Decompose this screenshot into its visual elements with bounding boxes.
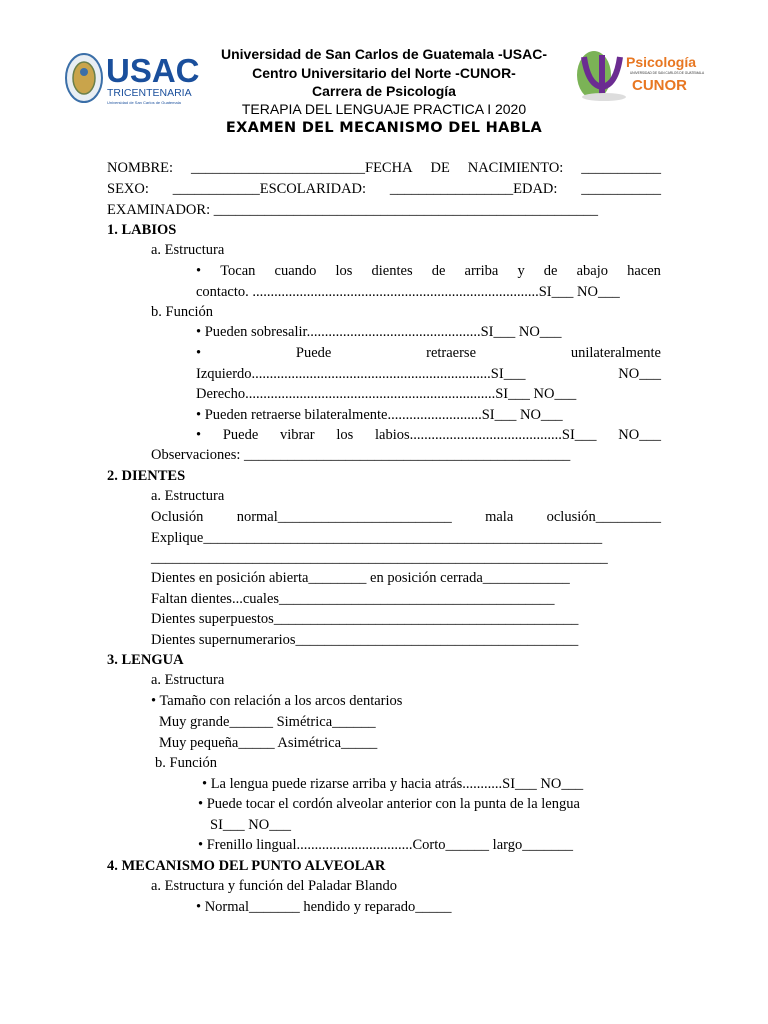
word: Oclusión xyxy=(151,509,204,525)
labios-vibrar[interactable] xyxy=(196,425,661,445)
dientes-explique[interactable]: Explique_______________________________________________________ xyxy=(151,530,603,546)
word: cuando xyxy=(274,263,317,279)
header-course: TERAPIA DEL LENGUAJE PRACTICA I 2020 xyxy=(241,101,527,117)
psi-cunor-text: CUNOR xyxy=(632,77,687,94)
word: de xyxy=(431,263,446,279)
labios-retraerse-unilateral xyxy=(196,343,661,363)
word: dientes xyxy=(371,263,413,279)
labios-contacto-answer[interactable]: contacto. ...............................................................................SI___ NO___ xyxy=(196,284,620,300)
psicologia-cunor-logo xyxy=(574,45,705,105)
lengua-rizarse[interactable]: • La lengua puede rizarse arriba y hacia atrás...........SI___ NO___ xyxy=(202,776,584,792)
dientes-superpuestos[interactable]: Dientes superpuestos__________________________________________ xyxy=(151,611,579,627)
labios-observaciones[interactable]: Observaciones: _____________________________________________ xyxy=(151,447,571,463)
lengua-grande-simetrica[interactable]: Muy grande______ Simétrica______ xyxy=(159,714,376,730)
labios-sobresalir[interactable]: • Pueden sobresalir................................................SI___ NO___ xyxy=(196,324,562,340)
vibrar-si[interactable]: labios..........................................SI___ xyxy=(375,427,597,443)
word: los xyxy=(336,427,354,443)
sexo-label: SEXO: xyxy=(107,181,149,197)
labios-derecho[interactable]: Derecho.....................................................................SI___ NO___ xyxy=(196,386,577,402)
usac-tricentenaria-text: TRICENTENARIA xyxy=(107,87,192,99)
usac-small-text: Universidad de San Carlos de Guatemala xyxy=(107,100,181,105)
fecha-field[interactable]: ___________ xyxy=(581,160,661,176)
examinador-field[interactable]: EXAMINADOR: _____________________________________________________ xyxy=(107,202,598,218)
izquierdo-no[interactable]: NO___ xyxy=(618,366,661,382)
dientes-supernumerarios[interactable]: Dientes supernumerarios_______________________________________ xyxy=(151,632,579,648)
nombre-field[interactable]: ________________________FECHA xyxy=(191,160,413,176)
lengua-funcion: b. Función xyxy=(155,755,218,771)
dientes-explique-line2[interactable]: _______________________________________________________________ xyxy=(151,550,608,566)
labios-item-contacto xyxy=(196,261,661,281)
labios-funcion: b. Función xyxy=(151,304,214,320)
labios-estructura: a. Estructura xyxy=(151,242,225,258)
nombre-label: NOMBRE: xyxy=(107,160,174,176)
psi-text: Psicología xyxy=(626,54,697,70)
dientes-posicion[interactable]: Dientes en posición abierta________ en posición cerrada____________ xyxy=(151,570,570,586)
usac-text: USAC xyxy=(106,52,200,89)
bullet: • xyxy=(196,427,202,443)
lengua-pequena-asimetrica[interactable]: Muy pequeña_____ Asimétrica_____ xyxy=(159,735,378,751)
word: de xyxy=(543,263,558,279)
section-lengua: 3. LENGUA xyxy=(107,652,184,668)
labios-retraerse-bilateral[interactable]: • Pueden retraerse bilateralmente..........................SI___ NO___ xyxy=(196,407,563,423)
oclusion-normal-field[interactable]: normal________________________ xyxy=(236,509,452,525)
bullet: • xyxy=(196,263,202,279)
header-university: Universidad de San Carlos de Guatemala -USAC- xyxy=(221,46,547,62)
word: Tocan xyxy=(220,263,256,279)
word: hacen xyxy=(627,263,661,279)
word: los xyxy=(335,263,353,279)
word: Puede xyxy=(295,345,332,361)
usac-logo xyxy=(64,50,200,108)
page-title: EXAMEN DEL MECANISMO DEL HABLA xyxy=(225,120,543,136)
vibrar-no[interactable]: NO___ xyxy=(618,427,661,443)
word: arriba xyxy=(464,263,499,279)
word: mala xyxy=(485,509,514,525)
word: vibrar xyxy=(279,427,315,443)
mala-oclusion-field[interactable]: oclusión_________ xyxy=(546,509,661,525)
section-mecanismo-alveolar: 4. MECANISMO DEL PUNTO ALVEOLAR xyxy=(107,858,386,874)
lengua-estructura: a. Estructura xyxy=(151,672,225,688)
form-row-nombre xyxy=(107,158,661,178)
dientes-estructura: a. Estructura xyxy=(151,488,225,504)
section-labios: 1. LABIOS xyxy=(107,222,177,238)
fecha-word: DE xyxy=(430,160,450,176)
psi-small-text: UNIVERSIDAD DE SAN CARLOS DE GUATEMALA xyxy=(630,71,705,75)
dientes-oclusion[interactable] xyxy=(151,507,661,527)
paladar-estructura: a. Estructura y función del Paladar Blando xyxy=(151,878,398,894)
lengua-cordon: • Puede tocar el cordón alveolar anterior con la punta de la lengua xyxy=(198,796,580,812)
nacimiento-label: NACIMIENTO: xyxy=(467,160,564,176)
lengua-frenillo[interactable]: • Frenillo lingual................................Corto______ largo_______ xyxy=(198,837,573,853)
paladar-normal[interactable]: • Normal_______ hendido y reparado_____ xyxy=(196,899,452,915)
escolaridad-field[interactable]: _________________EDAD: xyxy=(389,181,558,197)
word: y xyxy=(517,263,525,279)
sexo-field[interactable]: ____________ESCOLARIDAD: xyxy=(172,181,367,197)
lengua-tamano: • Tamaño con relación a los arcos dentarios xyxy=(151,693,403,709)
word: unilateralmente xyxy=(570,345,661,361)
word: Puede xyxy=(222,427,259,443)
izquierdo-si[interactable]: Izquierdo..................................................................SI___ xyxy=(196,366,526,382)
word: abajo xyxy=(576,263,608,279)
header-carrera: Carrera de Psicología xyxy=(312,83,456,99)
form-row-sexo xyxy=(107,179,661,199)
lengua-cordon-answer[interactable]: SI___ NO___ xyxy=(210,817,291,833)
edad-field[interactable]: ___________ xyxy=(581,181,661,197)
dientes-faltan[interactable]: Faltan dientes...cuales______________________________________ xyxy=(151,591,555,607)
bullet: • xyxy=(196,345,202,361)
section-dientes: 2. DIENTES xyxy=(107,468,186,484)
word: retraerse xyxy=(426,345,477,361)
labios-izquierdo[interactable] xyxy=(196,364,661,384)
header-centro: Centro Universitario del Norte -CUNOR- xyxy=(252,65,516,81)
